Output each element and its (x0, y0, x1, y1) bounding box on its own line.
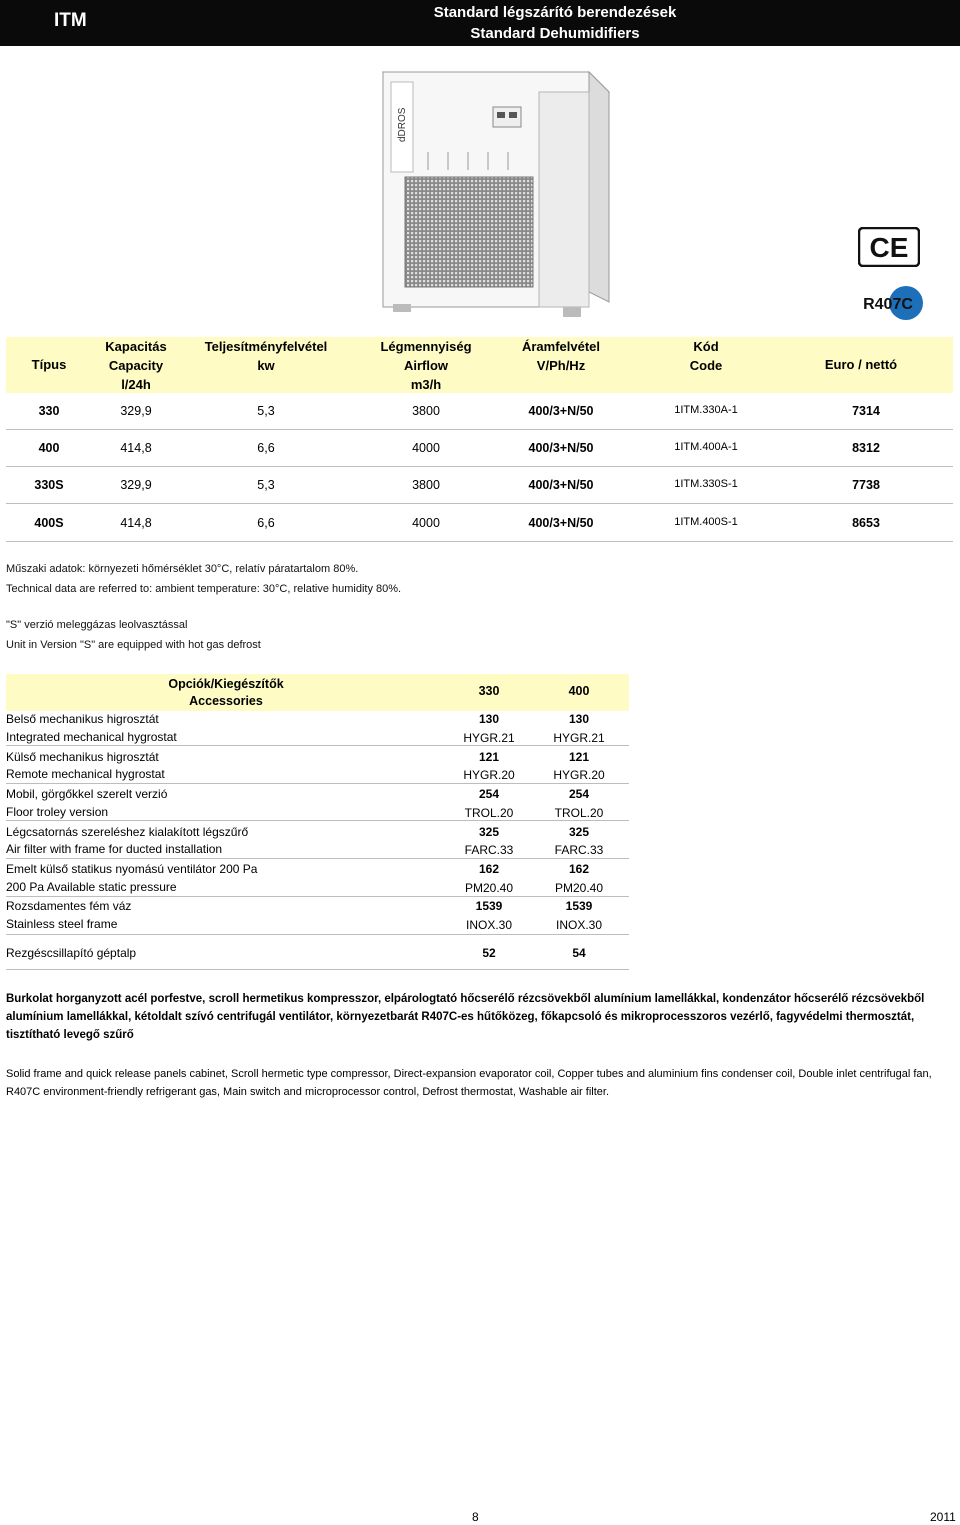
options-title-hungarian: Opciók/Kiegészítők (168, 677, 284, 691)
table-row: 330S 329,9 5,3 3800 400/3+N/50 1ITM.330S-1 7738 (6, 467, 953, 504)
header-price: Euro / nettó (824, 357, 898, 372)
header-current: Áramfelvétel V/Ph/Hz (521, 339, 601, 373)
header-type: Típus (31, 357, 67, 372)
page-number: 8 (472, 1510, 479, 1524)
options-col-330: 330 (478, 684, 500, 698)
options-table-header (6, 674, 629, 711)
title-english: Standard Dehumidifiers (470, 25, 640, 42)
tech-note-hungarian: Műszaki adatok: környezeti hőmérséklet 30°C, relatív páratartalom 80%. (6, 563, 359, 575)
header-code: Kód Code (689, 339, 723, 373)
footer-year: 2011 (930, 1510, 956, 1524)
description-hungarian: Burkolat horganyzott acél porfestve, scroll hermetikus kompresszor, elpárologtató hőcserélő rézcsövekből alumínium lamellákkal, kondenzátor hőcserélő rézcsövekből alumínium lamellákkal, kétoldalt szívó centrifugál ventilátor, környezetbarát R407C-es hűtőközeg, főkapcsoló és mikroprocesszoros vezérlő, fagyvédelmi thermosztát, tisztítható levegő szűrő (6, 993, 925, 1041)
tech-note-english: Technical data are referred to: ambient temperature: 30°C, relative humidity 80%. (6, 583, 402, 595)
s-version-note-english: Unit in Version "S" are equipped with hot gas defrost (6, 639, 261, 651)
spec-table-header (6, 337, 953, 393)
title-hungarian: Standard légszárító berendezések (433, 4, 677, 21)
options-col-400: 400 (568, 684, 590, 698)
header-airflow: Légmennyiség Airflow m3/h (380, 339, 472, 392)
header-capacity: Kapacitás Capacity l/24h (105, 339, 167, 392)
description-english: Solid frame and quick release panels cabinet, Scroll hermetic type compressor, Direct-expansion evaporator coil, Copper tubes and aluminium fins condenser coil, Double inlet centrifugal fan, R407C environment-friendly refrigerant gas, Main switch and microprocessor control, Defrost thermostat, Washable air filter. (6, 1068, 932, 1098)
table-row: 400S 414,8 6,6 4000 400/3+N/50 1ITM.400S-1 8653 (6, 505, 953, 542)
page-title (400, 2, 710, 44)
table-row: 330 329,9 5,3 3800 400/3+N/50 1ITM.330A-1 7314 (6, 393, 953, 430)
table-row: 400 414,8 6,6 4000 400/3+N/50 1ITM.400A-1 8312 (6, 430, 953, 467)
header-power: Teljesítményfelvétel kw (204, 339, 328, 373)
ce-text: CE (869, 232, 909, 263)
product-code-title: ITM (54, 10, 87, 31)
brand-text: dDROS (397, 107, 408, 142)
options-title-english: Accessories (189, 694, 263, 708)
s-version-note-hungarian: "S" verzió meleggázas leolvasztással (6, 619, 188, 631)
r407c-logo (858, 285, 924, 321)
dehumidifier-unit-image (363, 52, 613, 332)
r407c-text: R407C (863, 296, 913, 313)
ce-mark-logo (858, 227, 920, 267)
